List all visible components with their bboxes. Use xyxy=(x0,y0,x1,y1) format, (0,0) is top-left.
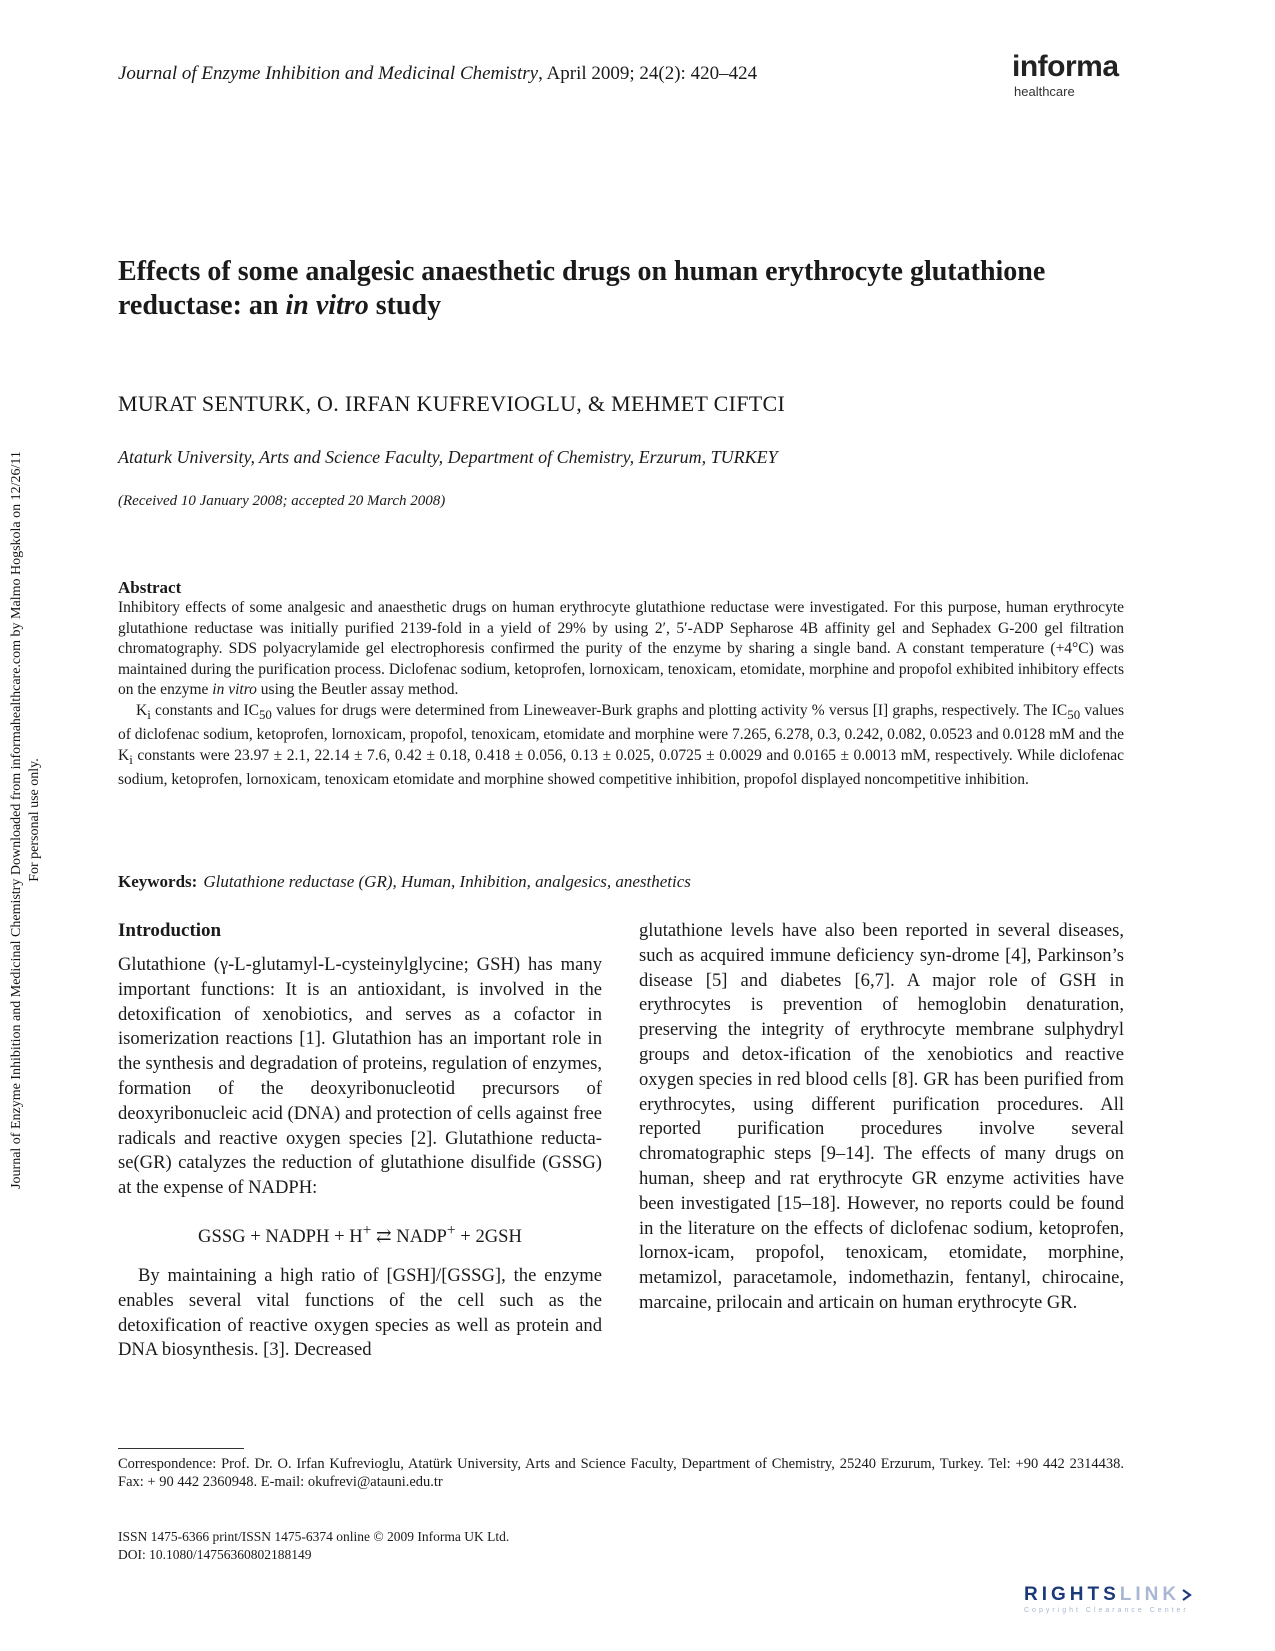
body-column-left xyxy=(118,919,602,1363)
abstract-p1-text-a: Inhibitory effects of some analgesic and anaesthetic drugs on human erythrocyte glutathione reductase were investigated. For this purpose, human erythrocyte glutathione reductase was initially purified 2139-fold in a yield of 29% by using 2′, 5′-ADP Sepharose 4B affinity gel and Sephadex G-200 gel filtration chromatography. SDS polyacrylamide gel electrophoresis confirmed the purity of the enzyme by sharing a single band. A constant temperature (+4°C) was maintained during the purification process. Diclofenac sodium, ketoprofen, lornoxicam, tenoxicam, etomidate, morphine and propofol exhibited inhibitory effects on the enzyme xyxy=(118,599,1124,698)
right-paragraph-1: glutathione levels have also been reported in several diseases, such as acquired immune deficiency syn-drome [4], Parkinson’s disease [5] and diabetes [6,7]. A major role of GSH in erythrocytes is prevention of hemoglobin denaturation, preserving the integrity of erythrocyte membrane sulphydryl groups and detox-ification of the xenobiotics and reactive oxygen species in red blood cells [8]. GR has been purified from erythrocytes, using different purification procedures. All reported purification procedures involve several chromatographic steps [9–14]. The effects of many drugs on human, sheep and rat erythrocyte GR enzyme activities have been investigated [15–18]. However, no reports could be found in the literature on the effects of diclofenac sodium, ketoprofen, lornox-icam, propofol, tenoxicam, etomidate, morphine, metamizol, paracetamole, indomethazin, fentanyl, chirocaine, marcaine, prilocain and articain on human erythrocyte GR. xyxy=(639,920,1124,1313)
affiliation: Ataturk University, Arts and Science Faculty, Department of Chemistry, Erzurum, TURKEY xyxy=(118,447,778,467)
watermark-line-2: For personal use only. xyxy=(27,758,42,882)
journal-citation xyxy=(118,63,757,85)
body-column-right xyxy=(639,919,1124,1316)
article-title xyxy=(118,255,1118,323)
abstract-heading: Abstract xyxy=(118,578,182,597)
rightslink-arrow-icon xyxy=(1180,1588,1194,1602)
issn-block xyxy=(118,1528,509,1564)
rightslink-wordmark xyxy=(1024,1584,1184,1606)
equation-right: + 2GSH xyxy=(455,1226,522,1248)
footnote-rule xyxy=(118,1448,244,1449)
abstract-p2-text-e: constants were 23.97 ± 2.1, 22.14 ± 7.6, 0.42 ± 0.18, 0.418 ± 0.056, 0.13 ± 0.025, 0.0725 ± 0.0029 and 0.0165 ± 0.0013 mM, respectively. While diclofenac sodium, ketoprofen, lornoxicam, tenoxicam etomidate and morphine showed competitive inhibition, propofol displayed noncompetitive inhibition. xyxy=(118,746,1124,789)
abstract-p2-sub-3: 50 xyxy=(1067,706,1081,722)
publisher-subname: healthcare xyxy=(1014,84,1075,99)
abstract-p2-sub-4: i xyxy=(129,751,133,767)
abstract-p1-italic: in vitro xyxy=(212,681,257,698)
publisher-logo xyxy=(1012,52,1142,99)
equation-left: GSSG + NADPH + H xyxy=(198,1226,363,1248)
journal-issue: , April 2009; 24(2): 420–424 xyxy=(538,63,758,84)
keywords-values: Glutathione reductase (GR), Human, Inhibition, analgesics, anesthetics xyxy=(203,872,691,891)
abstract-p2-text-d: values of diclofenac sodium, ketoprofen, lornoxicam, propofol, tenoxicam, etomidate and morphine were 7.265, 6.278, 0.3, 0.242, 0.082, 0.0523 and 0.0128 mM and the K xyxy=(118,701,1124,764)
reaction-equation xyxy=(118,1219,602,1250)
equation-sup-2: + xyxy=(446,1221,456,1239)
rightslink-logo xyxy=(1024,1584,1189,1614)
journal-name: Journal of Enzyme Inhibition and Medicinal Chemistry xyxy=(118,63,539,84)
rightslink-link: LINK xyxy=(1119,1584,1181,1605)
download-watermark xyxy=(8,370,44,1270)
keywords-label: Keywords: xyxy=(118,872,198,891)
title-part-2: study xyxy=(368,290,442,321)
abstract xyxy=(118,578,1124,791)
equation-arrow: ⇄ NADP xyxy=(371,1226,447,1248)
equation-sup-1: + xyxy=(362,1221,372,1239)
keywords xyxy=(118,872,691,892)
correspondence-note: Correspondence: Prof. Dr. O. Irfan Kufrevioglu, Atatürk University, Arts and Science Faculty, Department of Chemistry, 25240 Erzurum, Turkey. Tel: +90 442 2314438. Fax: + 90 442 2360948. E-mail: okufrevi@atauni.edu.tr xyxy=(118,1456,1124,1490)
issn-line: ISSN 1475-6366 print/ISSN 1475-6374 online © 2009 Informa UK Ltd. xyxy=(118,1529,510,1544)
publisher-name: informa xyxy=(1012,50,1119,83)
section-heading-introduction: Introduction xyxy=(118,920,222,941)
doi-line: DOI: 10.1080/14756360802188149 xyxy=(118,1547,312,1562)
abstract-paragraph-1 xyxy=(118,598,1124,701)
abstract-p2-sub-2: 50 xyxy=(258,706,272,722)
authors: MURAT SENTURK, O. IRFAN KUFREVIOGLU, & MEHMET CIFTCI xyxy=(118,391,786,416)
title-part-1: Effects of some analgesic anaesthetic drugs on human erythrocyte glutathione reductase: an xyxy=(118,256,1046,321)
watermark-line-1: Journal of Enzyme Inhibition and Medicinal Chemistry Downloaded from informahealthcare.com by Malmo Hogskola on 12/26/11 xyxy=(9,451,24,1189)
abstract-p2-text-b: constants and IC xyxy=(150,701,259,719)
received-dates: (Received 10 January 2008; accepted 20 March 2008) xyxy=(118,493,446,509)
title-italic: in vitro xyxy=(285,290,369,321)
abstract-p2-text-c: values for drugs were determined from Lineweaver-Burk graphs and plotting activity % versus [I] graphs, respectively. The IC xyxy=(271,701,1068,719)
rightslink-rights: RIGHTS xyxy=(1024,1584,1120,1605)
abstract-p1-text-b: using the Beutler assay method. xyxy=(256,681,459,698)
intro-paragraph-1: Glutathione (γ-L-glutamyl-L-cysteinylglycine; GSH) has many important functions: It is an antioxidant, is involved in the detoxification of xenobiotics, and serves as a cofactor in isomerization reactions [1]. Glutathion has an important role in the synthesis and degradation of proteins, regulation of enzymes, formation of the deoxyribonucleotid precursors of deoxyribonucleic acid (DNA) and protection of cells against free radicals and reactive oxygen species [2]. Glutathione reducta-se(GR) catalyzes the reduction of glutathione disulfide (GSSG) at the expense of NADPH: xyxy=(118,954,602,1199)
abstract-p2-sub-1: i xyxy=(147,706,151,722)
abstract-paragraph-2 xyxy=(118,701,1124,791)
rightslink-tagline: Copyright Clearance Center xyxy=(1024,1607,1189,1614)
abstract-p2-text-a: K xyxy=(136,701,148,719)
intro-paragraph-2: By maintaining a high ratio of [GSH]/[GSSG], the enzyme enables several vital functions of the cell such as the detoxification of reactive oxygen species as well as protein and DNA biosynthesis. [3]. Decreased xyxy=(118,1264,602,1361)
